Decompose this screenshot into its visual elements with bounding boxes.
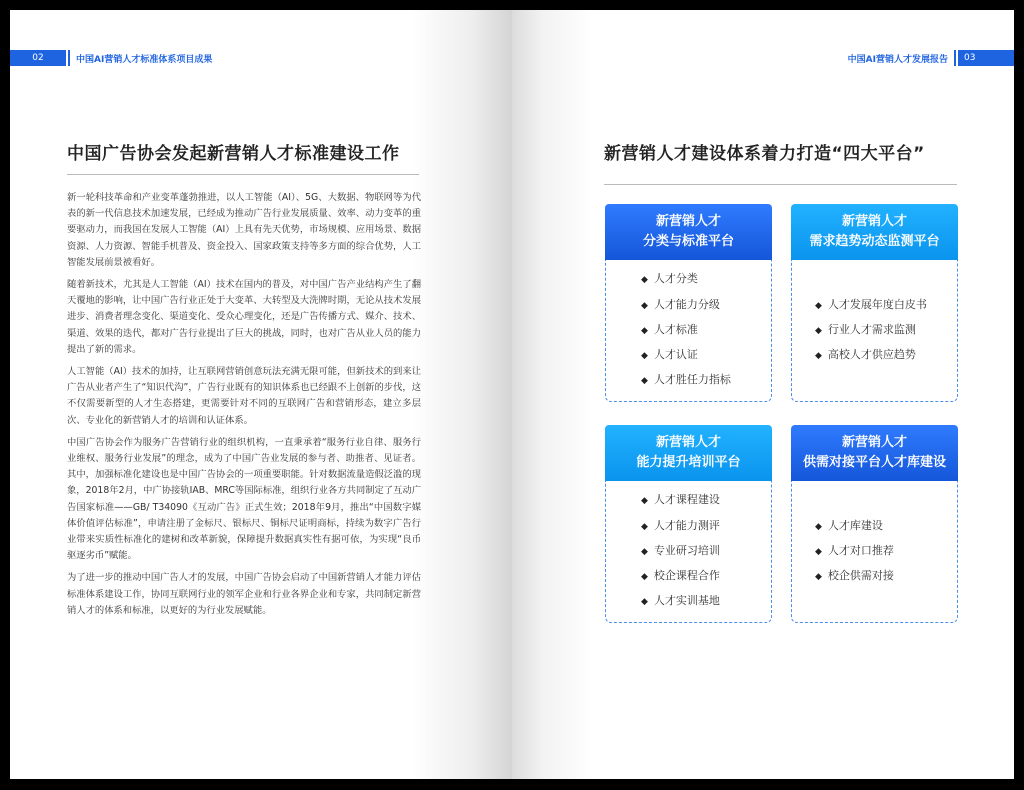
card-title-line1: 新营销人才 [841,214,907,229]
paragraph: 人工智能（AI）技术的加持，让互联网营销创意玩法充满无限可能，但新技术的到来让广告从业者产生了“知识代沟”，广告行业既有的知识体系也已经跟不上创新的步伐，这不仅需要新型的人才生态搭建，更需要针对不同的互联网广告和营销形态，建立多层次、专业化的新营销人才的培训和认证体系。 [67,366,421,426]
paragraph: 随着新技术，尤其是人工智能（AI）技术在国内的普及，对中国广告产业结构产生了翻天覆地的影响，让中国广告行业正处于大变革、大转型及大洗牌时期，无论从技术发展进步、消费者理念变化、渠道变化、受众心理变化，还是广告传播方式、媒介、技术、渠道、效果的迭代，都对广告行业提出了巨大的挑战，同时，也对广告从业人员的能力提出了新的需求。 [67,279,421,355]
list-item: ◆ 人才发展年度白皮书 [815,297,927,311]
paragraph: 新一轮科技革命和产业变革蓬勃推进，以人工智能（AI）、5G、大数据、物联网等为代表的新一代信息技术加速发展，已经成为推动广告行业发展质量、效率、动力变革的重要驱动力，而我国在发展人工智能（AI）上具有先天优势，市场规模、应用场景、数据资源、人力资源、智能手机普及、资金投入、国家政策支持等多方面的综合优势，人工智能发展前景被看好。 [67,192,421,268]
title-rule [67,174,419,175]
card-body [791,260,958,402]
platform-card-demand-monitoring [791,204,958,402]
card-body [605,260,772,402]
platform-card-classification [605,204,772,402]
paragraph: 为了进一步的推动中国广告人才的发展，中国广告协会启动了中国新营销人才能力评估标准体系建设工作，协同互联网行业的领军企业和行业各界企业和专家，共同制定新营销人才的体系和标准，以更好的为行业发展赋能。 [67,572,421,616]
right-page-header-text: 中国AI营销人才发展报告 [847,54,948,65]
card-header [791,425,958,481]
list-item: ◆ 人才能力测评 [641,518,720,532]
diamond-bullet-icon: ◆ [641,325,648,336]
diamond-bullet-icon: ◆ [641,300,648,311]
diamond-bullet-icon: ◆ [641,521,648,532]
list-item: ◆ 行业人才需求监测 [815,322,916,336]
list-item: ◆ 人才课程建设 [641,493,720,507]
card-title-line2: 需求趋势动态监测平台 [809,234,940,249]
left-body-text [67,190,421,625]
header-divider [68,50,70,66]
title-rule [604,184,957,185]
card-header [791,204,958,260]
platform-card-talent-pool [791,425,958,623]
left-page-number: 02 [10,50,66,66]
diamond-bullet-icon: ◆ [641,597,648,608]
diamond-bullet-icon: ◆ [815,521,822,532]
header-divider [954,50,956,66]
diamond-bullet-icon: ◆ [815,351,822,362]
diamond-bullet-icon: ◆ [815,325,822,336]
card-body [791,481,958,623]
card-header [605,425,772,481]
card-body [605,481,772,623]
diamond-bullet-icon: ◆ [815,572,822,583]
right-page-title: 新营销人才建设体系着力打造“四大平台” [604,144,925,164]
list-item: ◆ 人才标准 [641,322,698,336]
card-header [605,204,772,260]
diamond-bullet-icon: ◆ [815,546,822,557]
diamond-bullet-icon: ◆ [641,572,648,583]
list-item: ◆ 人才库建设 [815,518,883,532]
diamond-bullet-icon: ◆ [641,376,648,387]
list-item: ◆ 人才认证 [641,348,698,362]
card-title-line2: 供需对接平台人才库建设 [802,455,946,470]
diamond-bullet-icon: ◆ [641,351,648,362]
paragraph: 中国广告协会作为服务广告营销行业的组织机构，一直秉承着“服务行业自律、服务行业维权、服务行业发展”的理念，成为了中国广告业发展的参与者、助推者、见证者。其中，加强标准化建设也是中国广告协会的一项重要职能。针对数据流量造假泛滥的现象，2018年2月，中广协接轨IAB、MRC等国际标准，组织行业各方共同制定了互动广告国家标准——GB/ T34090《互动广告》正式生效；2018年9月，推出“中国数字媒体价值评估标准”，申请注册了金标尺、银标尺、铜标尺证明商标，持续为数字广告行业带来实质性标准化的建树和改革新貌，保障提升数据真实性有据可依，为实现“良币驱逐劣币”赋能。 [67,436,421,562]
diamond-bullet-icon: ◆ [641,546,648,557]
list-item: ◆ 人才分类 [641,272,698,286]
left-page [10,10,512,779]
list-item: ◆ 专业研习培训 [641,543,720,557]
card-title-line1: 新营销人才 [841,435,907,450]
card-title-line2: 能力提升培训平台 [636,455,741,470]
list-item: ◆ 人才能力分级 [641,297,720,311]
list-item: ◆ 高校人才供应趋势 [815,348,916,362]
right-page-header [848,50,1014,66]
list-item: ◆ 校企课程合作 [641,569,720,583]
list-item: ◆ 人才对口推荐 [815,543,894,557]
right-page-number: 03 [958,50,1014,66]
left-page-header-text: 中国AI营销人才标准体系项目成果 [76,54,213,65]
right-page [512,10,1014,779]
diamond-bullet-icon: ◆ [815,300,822,311]
list-item: ◆ 校企供需对接 [815,569,894,583]
platform-card-training [605,425,772,623]
diamond-bullet-icon: ◆ [641,275,648,286]
left-page-title: 中国广告协会发起新营销人才标准建设工作 [67,144,400,164]
left-page-header [10,50,212,66]
card-title-line1: 新营销人才 [655,214,721,229]
list-item: ◆ 人才实训基地 [641,594,720,608]
card-title-line1: 新营销人才 [655,435,721,450]
diamond-bullet-icon: ◆ [641,496,648,507]
card-title-line2: 分类与标准平台 [642,234,734,249]
list-item: ◆ 人才胜任力指标 [641,373,731,387]
